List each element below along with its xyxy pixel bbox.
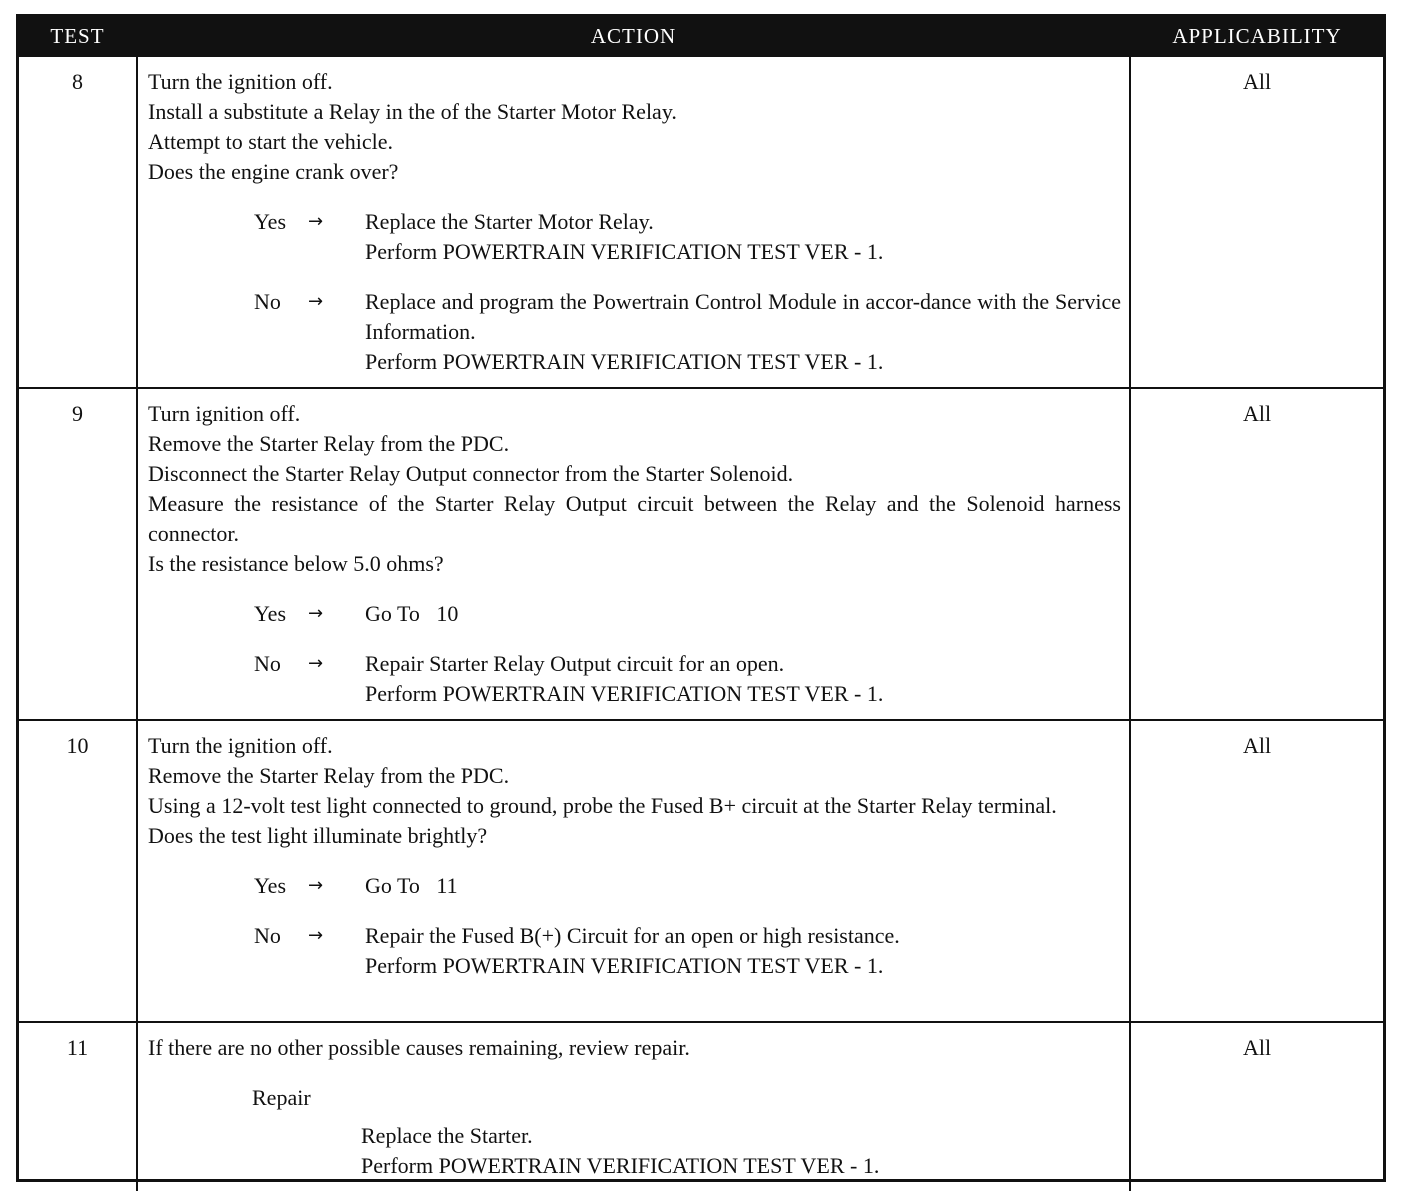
action-line: Attempt to start the vehicle. <box>148 129 393 154</box>
action-line: Install a substitute a Relay in the of the Starter Motor Relay. <box>148 99 677 124</box>
table-row <box>19 388 1383 720</box>
result-line: Replace and program the Powertrain Control Module in accor-dance with the Service Information. <box>365 289 1121 344</box>
action-line: Remove the Starter Relay from the PDC. <box>148 763 510 788</box>
action-cell <box>137 56 1130 388</box>
outcome-yes <box>148 871 1121 901</box>
header-applicability: APPLICABILITY <box>1130 17 1383 56</box>
outcome-label: Yes <box>254 209 287 234</box>
action-line: Measure the resistance of the Starter Relay Output circuit between the Relay and the Solenoid harness connector. <box>148 491 1121 546</box>
applicability-cell: All <box>1130 720 1383 1022</box>
result-line: Go To 11 <box>365 873 458 898</box>
result-line: Perform POWERTRAIN VERIFICATION TEST VER - 1. <box>365 953 884 978</box>
arrow-right-icon: → <box>308 653 324 674</box>
applicability-cell: All <box>1130 388 1383 720</box>
result-line: Perform POWERTRAIN VERIFICATION TEST VER - 1. <box>361 1153 880 1178</box>
result-line: Replace the Starter. <box>361 1123 533 1148</box>
table-header-row <box>19 17 1383 56</box>
diagnostic-test-table <box>16 14 1386 1182</box>
arrow-right-icon: → <box>308 603 324 624</box>
arrow-right-icon: → <box>308 875 324 896</box>
table-row <box>19 720 1383 1022</box>
action-cell <box>137 1022 1130 1191</box>
table-row <box>19 1022 1383 1191</box>
repair-block <box>148 1083 1121 1181</box>
test-number: 8 <box>19 56 137 388</box>
outcome-yes <box>148 207 1121 267</box>
arrow-right-icon: → <box>308 291 324 312</box>
result-line: Repair the Fused B(+) Circuit for an open or high resistance. <box>365 923 900 948</box>
outcome-no <box>148 649 1121 709</box>
action-line: Is the resistance below 5.0 ohms? <box>148 551 444 576</box>
repair-label: Repair <box>252 1085 311 1110</box>
outcome-label: Yes <box>254 873 287 898</box>
outcome-result <box>365 921 1121 981</box>
result-line: Perform POWERTRAIN VERIFICATION TEST VER - 1. <box>365 239 884 264</box>
action-line: Remove the Starter Relay from the PDC. <box>148 431 510 456</box>
outcome-no <box>148 921 1121 981</box>
header-test: TEST <box>19 17 137 56</box>
outcome-result <box>365 207 1121 267</box>
applicability-cell: All <box>1130 1022 1383 1191</box>
action-line: Turn ignition off. <box>148 401 301 426</box>
outcome-result <box>365 649 1121 709</box>
action-line: Turn the ignition off. <box>148 69 333 94</box>
table-row <box>19 56 1383 388</box>
action-cell <box>137 720 1130 1022</box>
outcome-label: No <box>254 651 281 676</box>
result-line: Perform POWERTRAIN VERIFICATION TEST VER - 1. <box>365 349 884 374</box>
test-number: 9 <box>19 388 137 720</box>
header-action: ACTION <box>137 17 1130 56</box>
result-line: Go To 10 <box>365 601 459 626</box>
action-line: Does the test light illuminate brightly? <box>148 823 488 848</box>
test-number: 11 <box>19 1022 137 1191</box>
action-cell <box>137 388 1130 720</box>
action-line: Does the engine crank over? <box>148 159 399 184</box>
outcome-yes <box>148 599 1121 629</box>
outcome-result <box>365 871 1121 901</box>
test-number: 10 <box>19 720 137 1022</box>
arrow-right-icon: → <box>308 211 324 232</box>
result-line: Replace the Starter Motor Relay. <box>365 209 654 234</box>
test-table <box>19 17 1383 1191</box>
applicability-cell: All <box>1130 56 1383 388</box>
outcome-label: No <box>254 923 281 948</box>
repair-result <box>252 1121 1121 1181</box>
action-line: Turn the ignition off. <box>148 733 333 758</box>
action-line: Disconnect the Starter Relay Output connector from the Starter Solenoid. <box>148 461 794 486</box>
outcome-label: No <box>254 289 281 314</box>
outcome-no <box>148 287 1121 377</box>
outcome-result <box>365 599 1121 629</box>
result-line: Perform POWERTRAIN VERIFICATION TEST VER - 1. <box>365 681 884 706</box>
action-line: Using a 12-volt test light connected to ground, probe the Fused B+ circuit at the Starter Relay terminal. <box>148 793 1057 818</box>
action-line: If there are no other possible causes remaining, review repair. <box>148 1035 690 1060</box>
arrow-right-icon: → <box>308 925 324 946</box>
outcome-result <box>365 287 1121 377</box>
outcome-label: Yes <box>254 601 287 626</box>
result-line: Repair Starter Relay Output circuit for an open. <box>365 651 785 676</box>
